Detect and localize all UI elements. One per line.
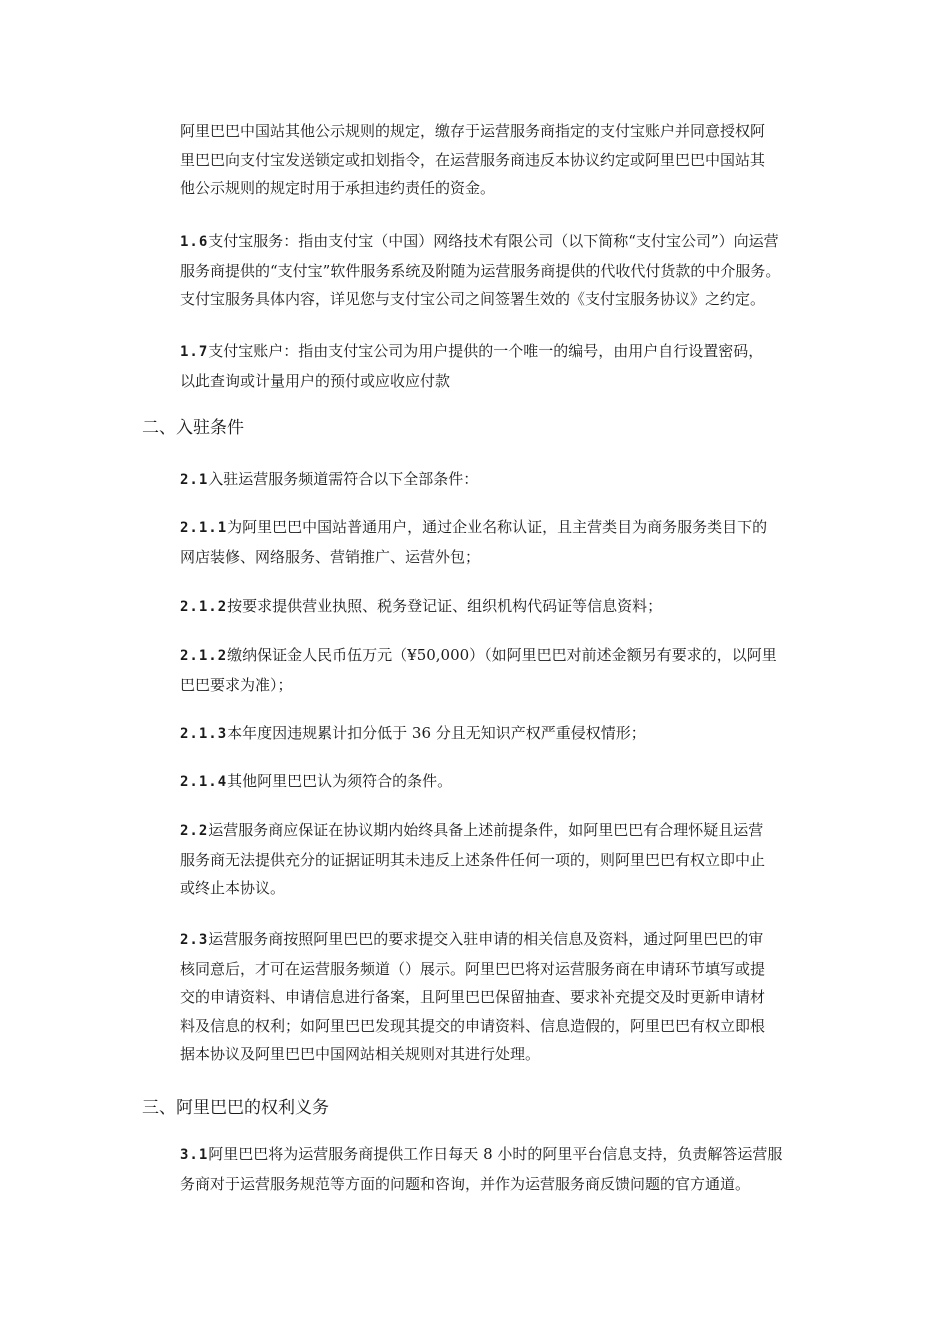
text-line: 阿里巴巴中国站其他公示规则的规定，缴存于运营服务商指定的支付宝账户并同意授权阿 <box>180 122 766 140</box>
paragraph-2-1 <box>180 465 820 495</box>
clause-text: 缴纳保证金人民币伍万元（¥50,000）（如阿里巴巴对前述金额另有要求的，以阿里 <box>227 646 777 664</box>
paragraph-2-3 <box>180 925 820 1069</box>
clause-text: 运营服务商按照阿里巴巴的要求提交入驻申请的相关信息及资料，通过阿里巴巴的审 <box>208 930 764 948</box>
text-line <box>180 513 820 543</box>
paragraph-2-1-2-a <box>180 592 820 622</box>
text-line: 交的申请资料、申请信息进行备案，且阿里巴巴保留抽查、要求补充提交及时更新申请材 <box>180 988 766 1006</box>
paragraph-3-1 <box>180 1140 820 1198</box>
clause-number: 2.1.3 <box>180 726 228 742</box>
text-line: 服务商无法提供充分的证据证明其未违反上述条件任何一项的，则阿里巴巴有权立即中止 <box>180 850 766 869</box>
paragraph-1-5-continuation <box>180 117 820 203</box>
text-line <box>180 767 820 797</box>
paragraph-2-1-1 <box>180 513 820 571</box>
clause-number: 2.2 <box>180 823 209 839</box>
clause-text: 为阿里巴巴中国站普通用户，通过企业名称认证，且主营类目为商务服务类目下的 <box>227 518 768 536</box>
text-line: 以此查询或计量用户的预付或应收应付款 <box>180 371 451 390</box>
clause-number: 3.1 <box>180 1147 209 1163</box>
text-line <box>180 719 820 749</box>
clause-number: 2.1.1 <box>180 520 228 536</box>
paragraph-1-6 <box>180 227 820 314</box>
text-line <box>180 641 820 671</box>
text-line: 或终止本协议。 <box>180 879 286 897</box>
text-line: 网店装修、网络服务、营销推广、运营外包； <box>180 547 481 566</box>
clause-text: 支付宝账户：指由支付宝公司为用户提供的一个唯一的编号，由用户自行设置密码， <box>208 342 764 360</box>
clause-number: 2.1.2 <box>180 599 228 615</box>
text-line <box>180 1140 820 1170</box>
text-line <box>180 925 820 955</box>
clause-text: 按要求提供营业执照、税务登记证、组织机构代码证等信息资料； <box>227 597 663 615</box>
text-line: 核同意后，才可在运营服务频道（）展示。阿里巴巴将对运营服务商在申请环节填写或提 <box>180 959 766 978</box>
paragraph-2-1-2-b <box>180 641 820 699</box>
clause-number: 1.7 <box>180 344 209 360</box>
clause-text: 入驻运营服务频道需符合以下全部条件： <box>208 470 479 488</box>
text-line: 服务商提供的“支付宝”软件服务系统及附随为运营服务商提供的代收代付货款的中介服务。 <box>180 261 781 280</box>
section-heading-2: 二、入驻条件 <box>142 418 244 438</box>
text-line: 料及信息的权利；如阿里巴巴发现其提交的申请资料、信息造假的，阿里巴巴有权立即根 <box>180 1016 766 1035</box>
clause-text: 本年度因违规累计扣分低于 36 分且无知识产权严重侵权情形； <box>227 724 646 742</box>
paragraph-1-7 <box>180 337 820 395</box>
text-line: 巴巴要求为准）； <box>180 675 293 694</box>
text-line <box>180 227 820 257</box>
text-line <box>180 816 820 846</box>
text-line <box>180 592 820 622</box>
clause-number: 2.1 <box>180 472 209 488</box>
text-line: 里巴巴向支付宝发送锁定或扣划指令，在运营服务商违反本协议约定或阿里巴巴中国站其 <box>180 150 766 169</box>
section-heading-3: 三、阿里巴巴的权利义务 <box>142 1098 329 1118</box>
clause-number: 2.1.2 <box>180 648 228 664</box>
clause-number: 2.3 <box>180 932 209 948</box>
clause-text: 运营服务商应保证在协议期内始终具备上述前提条件，如阿里巴巴有合理怀疑且运营 <box>208 821 764 839</box>
clause-number: 2.1.4 <box>180 774 228 790</box>
clause-text: 阿里巴巴将为运营服务商提供工作日每天 8 小时的阿里平台信息支持，负责解答运营服 <box>208 1145 783 1163</box>
text-line: 据本协议及阿里巴巴中国网站相关规则对其进行处理。 <box>180 1045 541 1063</box>
text-line <box>180 337 820 367</box>
text-line <box>180 465 820 495</box>
text-line: 务商对于运营服务规范等方面的问题和咨询，并作为运营服务商反馈问题的官方通道。 <box>180 1174 751 1193</box>
paragraph-2-1-3 <box>180 719 820 749</box>
text-line: 他公示规则的规定时用于承担违约责任的资金。 <box>180 179 496 197</box>
clause-number: 1.6 <box>180 234 209 250</box>
paragraph-2-2 <box>180 816 820 903</box>
clause-text: 支付宝服务：指由支付宝（中国）网络技术有限公司（以下简称“支付宝公司”）向运营 <box>208 232 779 250</box>
text-line: 支付宝服务具体内容，详见您与支付宝公司之间签署生效的《支付宝服务协议》之约定。 <box>180 290 766 308</box>
clause-text: 其他阿里巴巴认为须符合的条件。 <box>227 772 453 790</box>
paragraph-2-1-4 <box>180 767 820 797</box>
